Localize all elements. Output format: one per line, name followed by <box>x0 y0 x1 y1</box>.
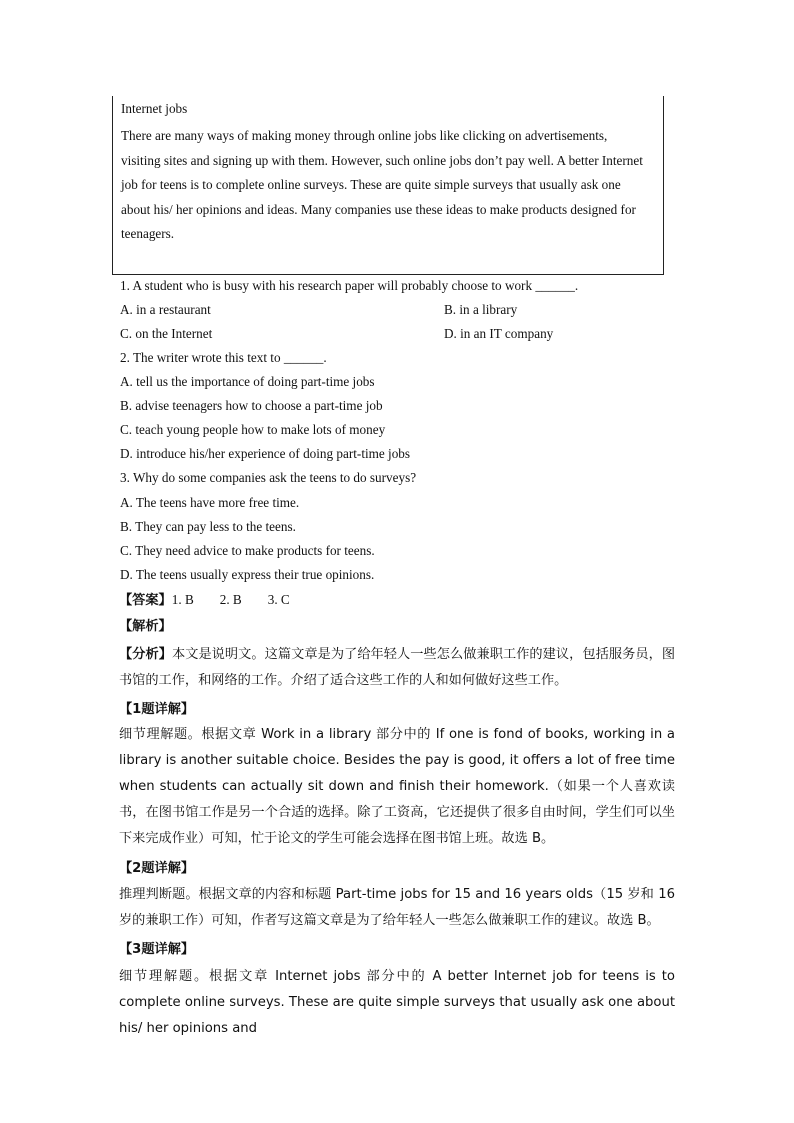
question-2-stem: 2. The writer wrote this text to ______. <box>120 350 327 365</box>
passage-body: There are many ways of making money through online jobs like clicking on advertisements, visiting sites and signing up with them. However, such online jobs don’t pay well. A better Internet job for teens is to complete online surveys. These are quite simple surveys that usually ask one about his/ her opinions and ideas. Many companies use these ideas to make products designed for teenagers. <box>121 128 643 241</box>
question-1-option-a: A. in a restaurant <box>120 302 211 317</box>
question-2-option-c: C. teach young people how to make lots of money <box>120 422 386 437</box>
detail-2-label: 【2题详解】 <box>119 861 195 876</box>
question-2-option-d: D. introduce his/her experience of doing part-time jobs <box>120 446 411 461</box>
answer-item-2: 2. B <box>219 592 242 607</box>
detail-2-text: 推理判断题。根据文章的内容和标题 Part-time jobs for 15 and 16 years olds（15 岁和 16 岁的兼职工作）可知，作者写这篇文章是为了给年轻人一些怎么做兼职工作的建议。故选 B。 <box>119 887 675 928</box>
detail-3-text: 细节理解题。根据文章 Internet jobs 部分中的 A better Internet job for teens is to complete online surveys. These are quite simple surveys that usually ask one about his/ her opinions and <box>119 969 675 1036</box>
question-1-option-b: B. in a library <box>444 302 518 317</box>
answer-item-1: 1. B <box>171 592 194 607</box>
analysis-summary <box>119 642 675 694</box>
question-1-stem: 1. A student who is busy with his research paper will probably choose to work ______. <box>120 278 579 293</box>
analysis-summary-label: 【分析】 <box>119 647 172 662</box>
question-3-option-b: B. They can pay less to the teens. <box>120 519 296 534</box>
detail-1-text: 细节理解题。根据文章 Work in a library 部分中的 If one is fond of books, working in a library is another suitable choice. Besides the pay is good, it offers a lot of free time when students can actually sit down and finish their homework.（如果一个人喜欢读书，在图书馆工作是另一个合适的选择。除了工资高，它还提供了很多自由时间，学生们可以坐下来完成作业）可知，忙于论文的学生可能会选择在图书馆上班。故选 B。 <box>119 727 675 846</box>
analysis-label: 【解析】 <box>119 619 172 634</box>
question-3-option-a: A. The teens have more free time. <box>120 495 300 510</box>
question-3-option-c: C. They need advice to make products for teens. <box>120 543 375 558</box>
question-2-option-b: B. advise teenagers how to choose a part-time job <box>120 398 383 413</box>
analysis-summary-text: 本文是说明文。这篇文章是为了给年轻人一些怎么做兼职工作的建议，包括服务员，图书馆的工作，和网络的工作。介绍了适合这些工作的人和如何做好这些工作。 <box>119 647 676 688</box>
question-1-option-c: C. on the Internet <box>120 326 213 341</box>
question-2-option-a: A. tell us the importance of doing part-time jobs <box>120 374 375 389</box>
question-3-stem: 3. Why do some companies ask the teens to do surveys? <box>120 470 417 485</box>
passage-box <box>112 96 664 275</box>
answer-line <box>119 591 316 610</box>
detail-3-label: 【3题详解】 <box>119 942 195 957</box>
detail-1-label: 【1题详解】 <box>119 702 195 717</box>
answer-label: 【答案】 <box>119 593 172 608</box>
question-1-option-d: D. in an IT company <box>444 326 554 341</box>
answer-item-3: 3. C <box>267 592 290 607</box>
passage-heading: Internet jobs <box>121 101 188 116</box>
question-3-option-d: D. The teens usually express their true opinions. <box>120 567 375 582</box>
